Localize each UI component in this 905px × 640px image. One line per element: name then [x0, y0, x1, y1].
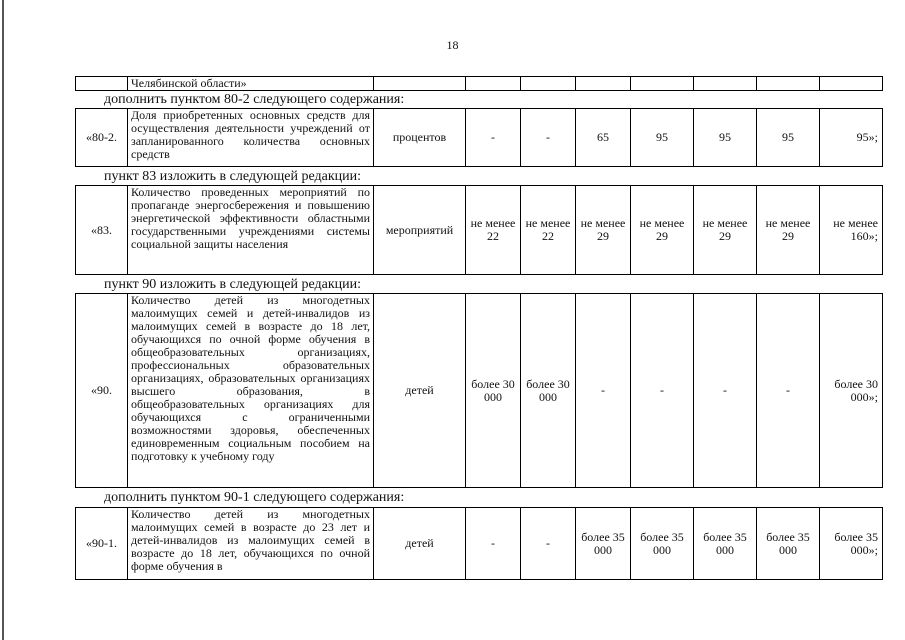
value-cell: более 35 000	[576, 508, 631, 580]
table-block-4	[75, 507, 883, 580]
unit-cell: мероприятий	[374, 186, 466, 275]
value-cell	[576, 77, 631, 91]
value-cell: более 35 000	[694, 508, 757, 580]
value-cell: более 35 000»;	[820, 508, 883, 580]
unit-cell: детей	[374, 294, 466, 488]
row-number: «90.	[76, 294, 128, 488]
table-block-1	[75, 108, 883, 167]
amendment-instruction: пункт 90 изложить в следующей редакции:	[104, 277, 361, 292]
scan-left-edge	[2, 0, 4, 640]
value-cell	[820, 77, 883, 91]
indicator-description: Количество детей из многодетных малоимущих семей и детей-инвалидов из малоимущих семей в возрасте до 18 лет, обучающихся по очной форме обучения в общеобразовательных организациях, профессиональных образовательных организациях, образовательных организациях высшего образования, в общеобразовательных организациях для обучающихся с ограниченными возможностями здоровья, обеспеченных единовременным социальным пособием на подготовку к учебному году	[128, 294, 374, 488]
unit-cell: детей	[374, 508, 466, 580]
value-cell: -	[576, 294, 631, 488]
amendment-instruction: дополнить пунктом 90-1 следующего содержания:	[104, 490, 405, 505]
unit-cell	[374, 77, 466, 91]
value-cell: -	[466, 508, 521, 580]
row-number: «80-2.	[76, 109, 128, 167]
value-cell: 95	[694, 109, 757, 167]
amendment-instruction: пункт 83 изложить в следующей редакции:	[104, 169, 361, 184]
value-cell: 95»;	[820, 109, 883, 167]
value-cell	[521, 77, 576, 91]
value-cell: не менее 22	[466, 186, 521, 275]
row-number: «90-1.	[76, 508, 128, 580]
value-cell: не менее 29	[757, 186, 820, 275]
table-block-2	[75, 185, 883, 275]
unit-cell: процентов	[374, 109, 466, 167]
value-cell	[757, 77, 820, 91]
table-row	[76, 186, 883, 275]
value-cell: 65	[576, 109, 631, 167]
value-cell: не менее 29	[694, 186, 757, 275]
value-cell: более 35 000	[757, 508, 820, 580]
value-cell: более 30 000»;	[820, 294, 883, 488]
value-cell: -	[466, 109, 521, 167]
table-block-0	[75, 76, 883, 91]
row-number: «83.	[76, 186, 128, 275]
value-cell: более 30 000	[521, 294, 576, 488]
value-cell: -	[521, 109, 576, 167]
page-number: 18	[446, 38, 459, 52]
value-cell: более 30 000	[466, 294, 521, 488]
amendment-instruction: дополнить пунктом 80-2 следующего содержания:	[104, 92, 405, 107]
value-cell: не менее 22	[521, 186, 576, 275]
value-cell: -	[757, 294, 820, 488]
value-cell: 95	[757, 109, 820, 167]
value-cell: не менее 29	[631, 186, 694, 275]
value-cell: -	[521, 508, 576, 580]
table-row	[76, 294, 883, 488]
indicator-description: Челябинской области»	[128, 77, 374, 91]
value-cell: -	[694, 294, 757, 488]
value-cell: более 35 000	[631, 508, 694, 580]
table-row	[76, 508, 883, 580]
table-row	[76, 109, 883, 167]
value-cell	[466, 77, 521, 91]
table-row	[76, 77, 883, 91]
row-number	[76, 77, 128, 91]
indicator-description: Доля приобретенных основных средств для осуществления деятельности учреждений от запланированного количества основных средств	[128, 109, 374, 167]
value-cell: -	[631, 294, 694, 488]
value-cell: 95	[631, 109, 694, 167]
value-cell: не менее 29	[576, 186, 631, 275]
table-block-3	[75, 293, 883, 488]
value-cell	[631, 77, 694, 91]
value-cell: не менее 160»;	[820, 186, 883, 275]
indicator-description: Количество проведенных мероприятий по пропаганде энергосбережения и повышению энергетической эффективности областными государственными учреждениями системы социальной защиты населения	[128, 186, 374, 275]
indicator-description: Количество детей из многодетных малоимущих семей в возрасте до 23 лет и детей-инвалидов из малоимущих семей в возрасте до 18 лет, обучающихся по очной форме обучения в	[128, 508, 374, 580]
value-cell	[694, 77, 757, 91]
